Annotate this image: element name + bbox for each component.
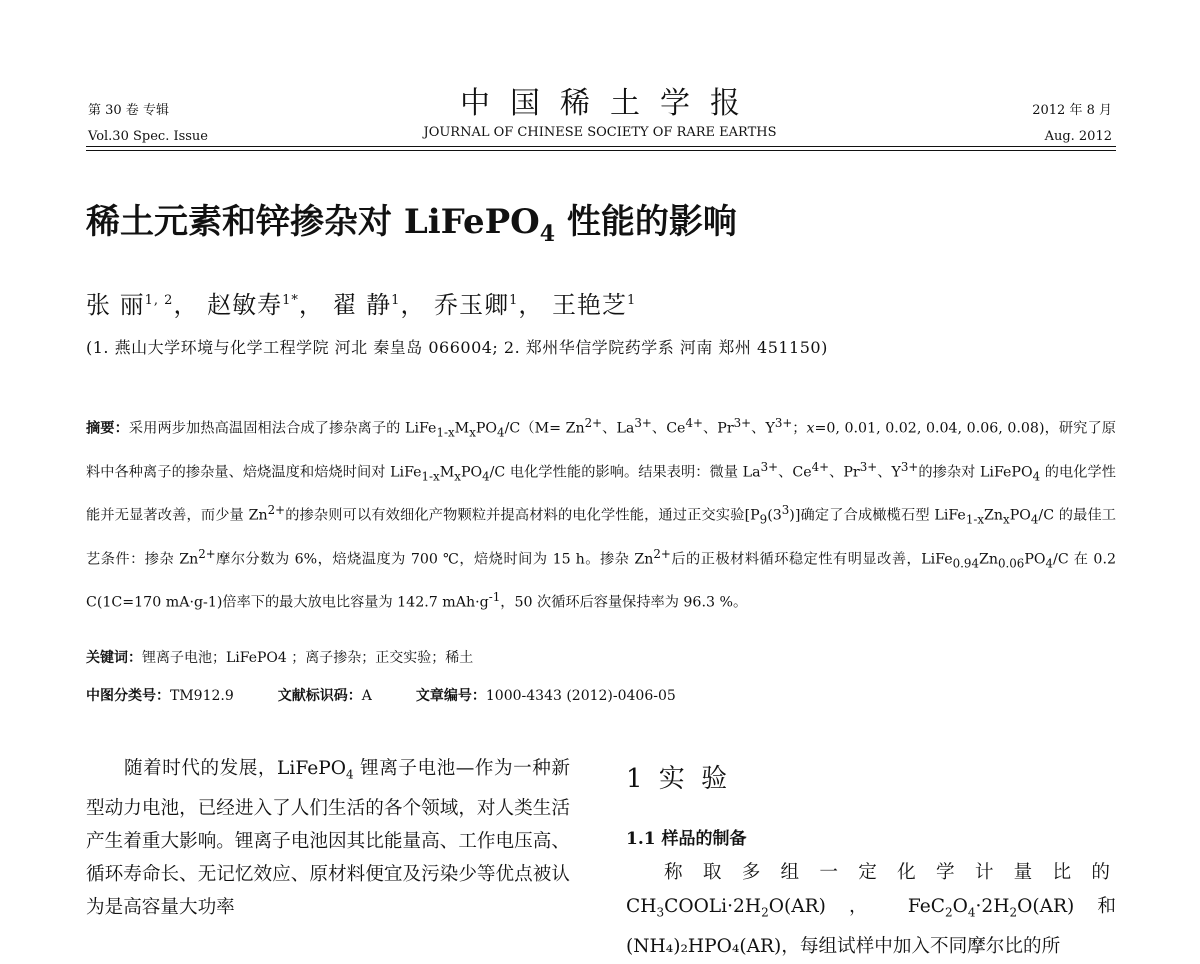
- header-rule-secondary: [86, 150, 1116, 151]
- journal-title-en: JOURNAL OF CHINESE SOCIETY OF RARE EARTHS: [423, 125, 777, 140]
- abstract-label: 摘要：: [86, 420, 129, 437]
- methods-line: 称取多组一定化学计量比的: [664, 862, 1116, 883]
- methods-paragraph: [626, 856, 1116, 964]
- author: 赵敏寿$^{1*}$，: [207, 291, 324, 319]
- paper-title: 稀土元素和锌掺杂对 LiFePO$_4$ 性能的影响: [86, 202, 737, 247]
- keywords: [86, 646, 473, 670]
- abstract: 摘要：采用两步加热高温固相法合成了掺杂离子的 $LiFe_{1-x}M_xPO_4/C(M= Zn^{2+}$、$La^{3+}$、$Ce^{4+}$、$Pr^{3+}$、$Y^{3+}$；x=0, 0.01, 0.02, 0.04, 0.06, 0.08)，研究了原料中各种离子的掺杂量、焙烧温度和焙烧时间对 $LiFe_{1-x}M_xPO_4/C$ 电化学性能的影响。结果表明：微量 $La^{3+}$、$Ce^{4+}$、$Pr^{3+}$、$Y^{3+}$的掺杂对 LiFePO$_4$ 的电化学性能并无显著改善，而少量 $Zn^{2+}$的掺杂则可以有效细化产物颗粒并提高材料的电化学性能，通过正交实验$[P_9(3^3)]$确定了合成橄榄石型 $LiFe_{1-x}Zn_xPO_4/C$ 的最佳工艺条件：掺杂 $Zn^{2+}$摩尔分数为 6%，焙烧温度为 700 ℃，焙烧时间为 15 h。掺杂 $Zn^{2+}$后的正极材料循环稳定性有明显改善，$LiFe_{0.94}Zn_{0.06}PO_4/C$ 在 0.2 C(1C=170 mA·g-1)倍率下的最大放电比容量为 142.7 $mAh\cdot g^{-1}$，50 次循环后容量保持率为 96.3 %。: [86, 416, 1116, 611]
- intro-paragraph: 随着时代的发展，LiFePO$_4$ 锂离子电池—作为一种新型动力电池，已经进入了人们生活的各个领域，对人类生活产生着重大影响。锂离子电池因其比能量高、工作电压高、循环寿命长、无记忆效应、原材料便宜及污染少等优点被认为是高容量大功率: [86, 758, 570, 918]
- author: 王艳芝$^1$: [552, 291, 637, 319]
- journal-masthead: [0, 86, 1200, 142]
- date-cn: 2012 年 8 月: [1032, 103, 1112, 118]
- methods-line: (NH₄)₂HPO₄(AR)，每组试样中加入不同摩尔比的所: [626, 935, 1061, 957]
- volume-en: Vol.30 Spec. Issue: [88, 129, 208, 144]
- keywords-label: 关键词：: [86, 650, 142, 666]
- keywords-text: 锂离子电池；LiFePO4 ；离子掺杂；正交实验；稀土: [142, 650, 474, 666]
- author-list: [86, 284, 636, 322]
- header-rule: [86, 146, 1116, 147]
- section-heading: 1 实 验: [626, 764, 732, 794]
- journal-title-cn: 中国稀土学报: [460, 86, 760, 121]
- author: 翟 静$^1$，: [332, 291, 426, 319]
- volume-cn: 第 30 卷 专辑: [88, 103, 169, 118]
- methods-line: $CH_3COOLi\cdot 2H_2O(AR)$ ， $FeC_2O_4\cdot 2H_2O(AR)$ 和: [626, 896, 1116, 920]
- affiliation: (1. 燕山大学环境与化学工程学院 河北 秦皇岛 066004; 2. 郑州华信学院药学系 河南 郑州 451150): [86, 338, 828, 357]
- date-en: Aug. 2012: [1044, 129, 1112, 144]
- issue-date: [1032, 98, 1112, 150]
- subsection-heading: 1.1 样品的制备: [626, 829, 747, 849]
- author: 张 丽$^{1, 2}$，: [86, 291, 199, 319]
- classification-line: 中图分类号：TM912.9 文献标识码：A 文章编号：1000-4343 (2012)-0406-05: [86, 688, 676, 704]
- author: 乔玉卿$^1$，: [434, 291, 544, 319]
